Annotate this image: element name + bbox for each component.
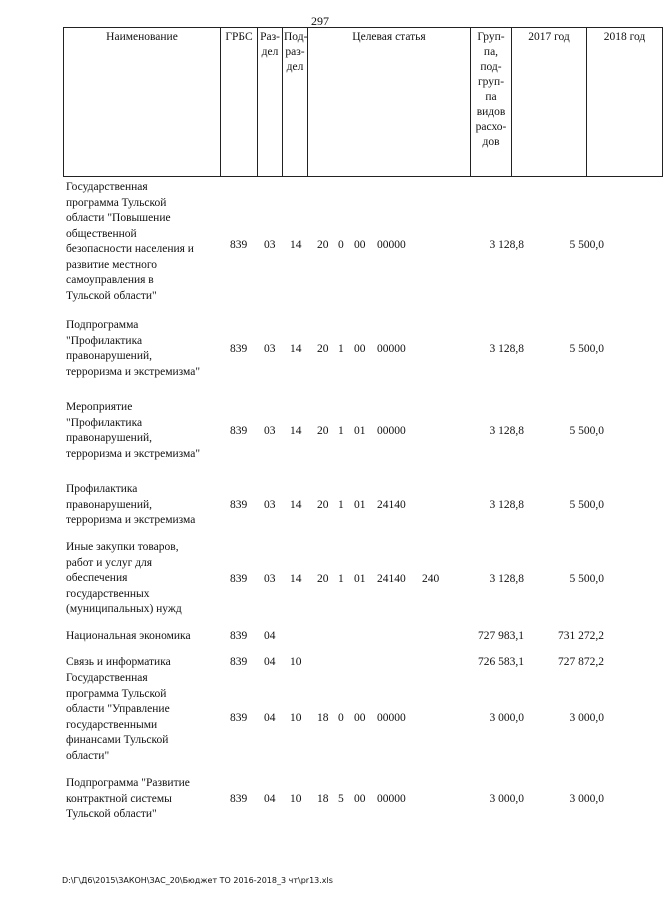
row-target-event: 01 — [354, 425, 366, 437]
header-grbs: ГРБС — [221, 28, 258, 177]
row-grbs: 839 — [230, 630, 248, 642]
table-row — [0, 540, 640, 618]
row-target-event: 00 — [354, 343, 366, 355]
row-target-direction: 00000 — [377, 425, 406, 437]
row-2017: 727 983,1 — [478, 630, 524, 642]
row-2018: 5 500,0 — [569, 425, 604, 437]
row-2017: 726 583,1 — [478, 656, 524, 668]
row-grbs: 839 — [230, 573, 248, 585]
row-target-event: 01 — [354, 499, 366, 511]
row-razdel: 03 — [264, 239, 276, 251]
row-2017: 3 128,8 — [489, 573, 524, 585]
row-grbs: 839 — [230, 793, 248, 805]
row-2017: 3 128,8 — [489, 343, 524, 355]
row-group: 240 — [422, 573, 440, 585]
row-target-program: 20 — [317, 239, 329, 251]
table-row — [0, 318, 640, 380]
row-target-direction: 00000 — [377, 712, 406, 724]
row-target-direction: 00000 — [377, 343, 406, 355]
page-number: 297 — [311, 14, 329, 28]
row-name: Подпрограмма "Профилактика правонарушений, терроризма и экстремизма" — [66, 319, 201, 378]
row-2018: 3 000,0 — [569, 793, 604, 805]
row-2017: 3 000,0 — [489, 712, 524, 724]
row-target-program: 18 — [317, 712, 329, 724]
row-razdel: 03 — [264, 499, 276, 511]
row-razdel: 04 — [264, 656, 276, 668]
row-2017: 3 128,8 — [489, 425, 524, 437]
row-target-program: 20 — [317, 499, 329, 511]
file-path-footer: D:\Г\Д6\2015\ЗАКОН\ЗАС_20\Бюджет ТО 2016-2018_3 чт\pr13.xls — [62, 876, 333, 885]
row-name: Государственная программа Тульской области "Повышение общественной безопасности населения и развитие местного самоуправления в Тульской области" — [66, 181, 194, 302]
table-row — [0, 180, 640, 305]
header-name: Наименование — [64, 28, 221, 177]
row-target-event: 00 — [354, 793, 366, 805]
table-row — [0, 671, 640, 765]
row-2018: 3 000,0 — [569, 712, 604, 724]
row-grbs: 839 — [230, 425, 248, 437]
row-grbs: 839 — [230, 712, 248, 724]
row-2018: 5 500,0 — [569, 239, 604, 251]
row-razdel: 04 — [264, 712, 276, 724]
row-podrazdel: 14 — [290, 425, 302, 437]
table-row — [0, 629, 640, 645]
row-target-direction: 24140 — [377, 499, 406, 511]
header-group: Груп- па, под- груп- па видов расхо- дов — [471, 28, 512, 177]
table-header — [63, 27, 663, 177]
row-grbs: 839 — [230, 656, 248, 668]
row-razdel: 04 — [264, 793, 276, 805]
row-2018: 727 872,2 — [558, 656, 604, 668]
row-2018: 5 500,0 — [569, 499, 604, 511]
row-target-direction: 00000 — [377, 239, 406, 251]
row-name: Подпрограмма "Развитие контрактной системы Тульской области" — [66, 777, 190, 820]
row-target-program: 20 — [317, 343, 329, 355]
row-podrazdel: 14 — [290, 499, 302, 511]
row-2018: 731 272,2 — [558, 630, 604, 642]
header-2017: 2017 год — [512, 28, 587, 177]
table-row — [0, 655, 640, 671]
header-podrazdel: Под- раз- дел — [283, 28, 308, 177]
row-target-subprogram: 0 — [338, 712, 344, 724]
row-name: Иные закупки товаров, работ и услуг для обеспечения государственных (муниципальных) нужд — [66, 541, 182, 615]
row-podrazdel: 14 — [290, 573, 302, 585]
row-grbs: 839 — [230, 499, 248, 511]
row-grbs: 839 — [230, 239, 248, 251]
table-row — [0, 776, 640, 823]
row-target-program: 20 — [317, 425, 329, 437]
row-razdel: 03 — [264, 343, 276, 355]
row-2017: 3 000,0 — [489, 793, 524, 805]
row-2017: 3 128,8 — [489, 239, 524, 251]
row-target-subprogram: 0 — [338, 239, 344, 251]
row-target-subprogram: 1 — [338, 499, 344, 511]
row-podrazdel: 10 — [290, 793, 302, 805]
row-name: Мероприятие "Профилактика правонарушений, терроризма и экстремизма" — [66, 401, 201, 460]
row-podrazdel: 10 — [290, 656, 302, 668]
row-name: Национальная экономика — [66, 630, 191, 642]
row-podrazdel: 14 — [290, 239, 302, 251]
row-target-direction: 24140 — [377, 573, 406, 585]
row-target-event: 01 — [354, 573, 366, 585]
row-name: Профилактика правонарушений, терроризма и экстремизма — [66, 483, 196, 526]
row-target-subprogram: 1 — [338, 425, 344, 437]
row-razdel: 04 — [264, 630, 276, 642]
row-razdel: 03 — [264, 425, 276, 437]
header-2018: 2018 год — [587, 28, 663, 177]
row-2018: 5 500,0 — [569, 573, 604, 585]
table-row — [0, 400, 640, 462]
header-razdel: Раз- дел — [258, 28, 283, 177]
row-target-event: 00 — [354, 712, 366, 724]
row-target-subprogram: 5 — [338, 793, 344, 805]
row-target-program: 20 — [317, 573, 329, 585]
table-row — [0, 482, 640, 528]
row-podrazdel: 10 — [290, 712, 302, 724]
header-target: Целевая статья — [308, 28, 471, 177]
row-target-subprogram: 1 — [338, 573, 344, 585]
row-target-program: 18 — [317, 793, 329, 805]
row-2018: 5 500,0 — [569, 343, 604, 355]
row-razdel: 03 — [264, 573, 276, 585]
row-podrazdel: 14 — [290, 343, 302, 355]
row-2017: 3 128,8 — [489, 499, 524, 511]
row-target-subprogram: 1 — [338, 343, 344, 355]
row-name: Государственная программа Тульской области "Управление государственными финансами Тульской области" — [66, 672, 170, 762]
row-target-direction: 00000 — [377, 793, 406, 805]
row-name: Связь и информатика — [66, 656, 171, 668]
row-grbs: 839 — [230, 343, 248, 355]
row-target-event: 00 — [354, 239, 366, 251]
